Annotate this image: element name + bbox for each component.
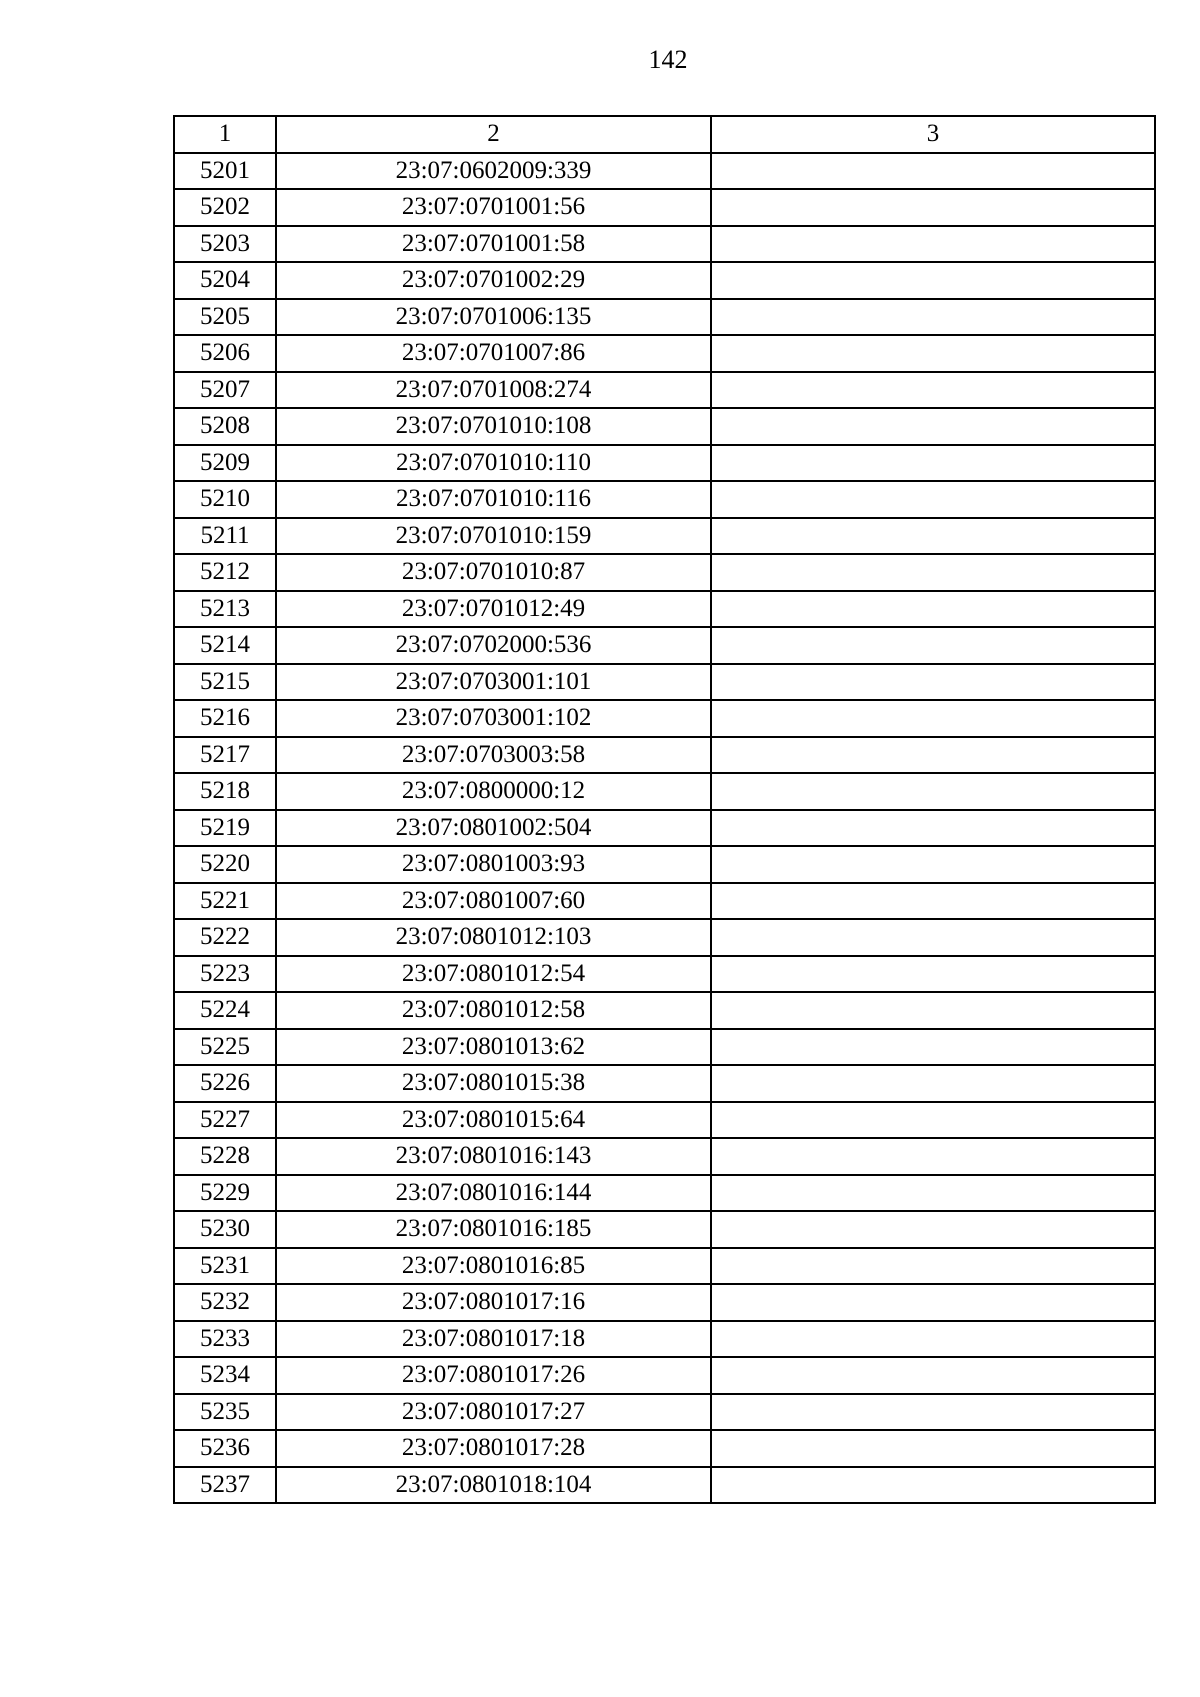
notes-cell — [711, 627, 1155, 664]
cadastral-number-cell: 23:07:0801016:144 — [276, 1175, 711, 1212]
table-row — [174, 1175, 1155, 1212]
notes-cell — [711, 481, 1155, 518]
notes-cell — [711, 1211, 1155, 1248]
row-number-cell: 5228 — [174, 1138, 276, 1175]
notes-cell — [711, 554, 1155, 591]
table-row — [174, 1065, 1155, 1102]
table-row — [174, 737, 1155, 774]
table-row — [174, 299, 1155, 336]
row-number-cell: 5210 — [174, 481, 276, 518]
table-row — [174, 846, 1155, 883]
cadastral-number-cell: 23:07:0801012:103 — [276, 919, 711, 956]
table-row — [174, 1430, 1155, 1467]
row-number-cell: 5219 — [174, 810, 276, 847]
table-row — [174, 554, 1155, 591]
row-number-cell: 5218 — [174, 773, 276, 810]
cadastral-number-cell: 23:07:0801016:85 — [276, 1248, 711, 1285]
row-number-cell: 5214 — [174, 627, 276, 664]
table-row — [174, 445, 1155, 482]
table-row — [174, 810, 1155, 847]
data-table — [173, 115, 1156, 1504]
row-number-cell: 5232 — [174, 1284, 276, 1321]
cadastral-number-cell: 23:07:0602009:339 — [276, 153, 711, 190]
table-row — [174, 700, 1155, 737]
cadastral-number-cell: 23:07:0801017:26 — [276, 1357, 711, 1394]
table-header-row — [174, 116, 1155, 153]
cadastral-number-cell: 23:07:0801012:54 — [276, 956, 711, 993]
table-row — [174, 883, 1155, 920]
page-number: 142 — [648, 45, 688, 74]
table-row — [174, 189, 1155, 226]
row-number-cell: 5201 — [174, 153, 276, 190]
row-number-cell: 5208 — [174, 408, 276, 445]
table-row — [174, 627, 1155, 664]
row-number-cell: 5204 — [174, 262, 276, 299]
cadastral-number-cell: 23:07:0801017:27 — [276, 1394, 711, 1431]
cadastral-number-cell: 23:07:0801016:143 — [276, 1138, 711, 1175]
row-number-cell: 5209 — [174, 445, 276, 482]
table-row — [174, 1211, 1155, 1248]
table-row — [174, 1248, 1155, 1285]
cadastral-number-cell: 23:07:0701002:29 — [276, 262, 711, 299]
row-number-cell: 5231 — [174, 1248, 276, 1285]
notes-cell — [711, 883, 1155, 920]
cadastral-number-cell: 23:07:0801017:28 — [276, 1430, 711, 1467]
notes-cell — [711, 1321, 1155, 1358]
notes-cell — [711, 773, 1155, 810]
notes-cell — [711, 1248, 1155, 1285]
notes-cell — [711, 1284, 1155, 1321]
notes-cell — [711, 737, 1155, 774]
table-row — [174, 773, 1155, 810]
cadastral-number-cell: 23:07:0801017:16 — [276, 1284, 711, 1321]
notes-cell — [711, 445, 1155, 482]
row-number-cell: 5224 — [174, 992, 276, 1029]
table-row — [174, 372, 1155, 409]
row-number-cell: 5233 — [174, 1321, 276, 1358]
cadastral-number-cell: 23:07:0801015:64 — [276, 1102, 711, 1139]
cadastral-number-cell: 23:07:0701001:56 — [276, 189, 711, 226]
table-row — [174, 992, 1155, 1029]
notes-cell — [711, 153, 1155, 190]
row-number-cell: 5222 — [174, 919, 276, 956]
row-number-cell: 5211 — [174, 518, 276, 555]
row-number-cell: 5227 — [174, 1102, 276, 1139]
cadastral-number-cell: 23:07:0801007:60 — [276, 883, 711, 920]
cadastral-number-cell: 23:07:0801016:185 — [276, 1211, 711, 1248]
notes-cell — [711, 992, 1155, 1029]
row-number-cell: 5206 — [174, 335, 276, 372]
cadastral-number-cell: 23:07:0801013:62 — [276, 1029, 711, 1066]
row-number-cell: 5230 — [174, 1211, 276, 1248]
row-number-cell: 5202 — [174, 189, 276, 226]
notes-cell — [711, 919, 1155, 956]
cadastral-number-cell: 23:07:0701010:87 — [276, 554, 711, 591]
table-row — [174, 664, 1155, 701]
row-number-cell: 5205 — [174, 299, 276, 336]
column-header-2: 2 — [276, 116, 711, 153]
notes-cell — [711, 1467, 1155, 1504]
row-number-cell: 5213 — [174, 591, 276, 628]
column-header-3: 3 — [711, 116, 1155, 153]
table-body — [174, 153, 1155, 1504]
table-row — [174, 956, 1155, 993]
row-number-cell: 5236 — [174, 1430, 276, 1467]
notes-cell — [711, 591, 1155, 628]
notes-cell — [711, 262, 1155, 299]
row-number-cell: 5217 — [174, 737, 276, 774]
row-number-cell: 5207 — [174, 372, 276, 409]
column-header-1: 1 — [174, 116, 276, 153]
row-number-cell: 5235 — [174, 1394, 276, 1431]
cadastral-number-cell: 23:07:0701010:159 — [276, 518, 711, 555]
notes-cell — [711, 372, 1155, 409]
table-row — [174, 919, 1155, 956]
row-number-cell: 5226 — [174, 1065, 276, 1102]
cadastral-number-cell: 23:07:0701010:116 — [276, 481, 711, 518]
cadastral-number-cell: 23:07:0801017:18 — [276, 1321, 711, 1358]
row-number-cell: 5220 — [174, 846, 276, 883]
table-row — [174, 1467, 1155, 1504]
notes-cell — [711, 1138, 1155, 1175]
table-row — [174, 226, 1155, 263]
cadastral-number-cell: 23:07:0701008:274 — [276, 372, 711, 409]
table-row — [174, 1138, 1155, 1175]
cadastral-number-cell: 23:07:0703001:101 — [276, 664, 711, 701]
cadastral-number-cell: 23:07:0701010:108 — [276, 408, 711, 445]
cadastral-number-cell: 23:07:0703003:58 — [276, 737, 711, 774]
cadastral-number-cell: 23:07:0801002:504 — [276, 810, 711, 847]
notes-cell — [711, 1029, 1155, 1066]
notes-cell — [711, 1175, 1155, 1212]
notes-cell — [711, 810, 1155, 847]
cadastral-number-cell: 23:07:0702000:536 — [276, 627, 711, 664]
notes-cell — [711, 335, 1155, 372]
row-number-cell: 5229 — [174, 1175, 276, 1212]
cadastral-number-cell: 23:07:0701010:110 — [276, 445, 711, 482]
cadastral-number-cell: 23:07:0800000:12 — [276, 773, 711, 810]
table-row — [174, 335, 1155, 372]
notes-cell — [711, 299, 1155, 336]
cadastral-number-cell: 23:07:0801018:104 — [276, 1467, 711, 1504]
row-number-cell: 5234 — [174, 1357, 276, 1394]
cadastral-number-cell: 23:07:0801015:38 — [276, 1065, 711, 1102]
row-number-cell: 5212 — [174, 554, 276, 591]
table-row — [174, 481, 1155, 518]
cadastral-number-cell: 23:07:0703001:102 — [276, 700, 711, 737]
page-number-container — [0, 44, 1200, 76]
row-number-cell: 5237 — [174, 1467, 276, 1504]
table-row — [174, 1321, 1155, 1358]
notes-cell — [711, 956, 1155, 993]
table-row — [174, 591, 1155, 628]
notes-cell — [711, 1430, 1155, 1467]
table-row — [174, 408, 1155, 445]
cadastral-number-cell: 23:07:0801003:93 — [276, 846, 711, 883]
notes-cell — [711, 518, 1155, 555]
notes-cell — [711, 700, 1155, 737]
cadastral-number-cell: 23:07:0801012:58 — [276, 992, 711, 1029]
table-row — [174, 1029, 1155, 1066]
notes-cell — [711, 664, 1155, 701]
notes-cell — [711, 189, 1155, 226]
notes-cell — [711, 1357, 1155, 1394]
table-row — [174, 1357, 1155, 1394]
cadastral-number-cell: 23:07:0701007:86 — [276, 335, 711, 372]
row-number-cell: 5216 — [174, 700, 276, 737]
notes-cell — [711, 408, 1155, 445]
row-number-cell: 5203 — [174, 226, 276, 263]
table-row — [174, 1394, 1155, 1431]
table-row — [174, 1284, 1155, 1321]
cadastral-number-cell: 23:07:0701012:49 — [276, 591, 711, 628]
table-row — [174, 1102, 1155, 1139]
notes-cell — [711, 1102, 1155, 1139]
cadastral-number-cell: 23:07:0701006:135 — [276, 299, 711, 336]
cadastral-number-cell: 23:07:0701001:58 — [276, 226, 711, 263]
notes-cell — [711, 226, 1155, 263]
table-row — [174, 262, 1155, 299]
row-number-cell: 5215 — [174, 664, 276, 701]
notes-cell — [711, 846, 1155, 883]
row-number-cell: 5221 — [174, 883, 276, 920]
row-number-cell: 5223 — [174, 956, 276, 993]
notes-cell — [711, 1394, 1155, 1431]
table-row — [174, 518, 1155, 555]
notes-cell — [711, 1065, 1155, 1102]
row-number-cell: 5225 — [174, 1029, 276, 1066]
table-row — [174, 153, 1155, 190]
